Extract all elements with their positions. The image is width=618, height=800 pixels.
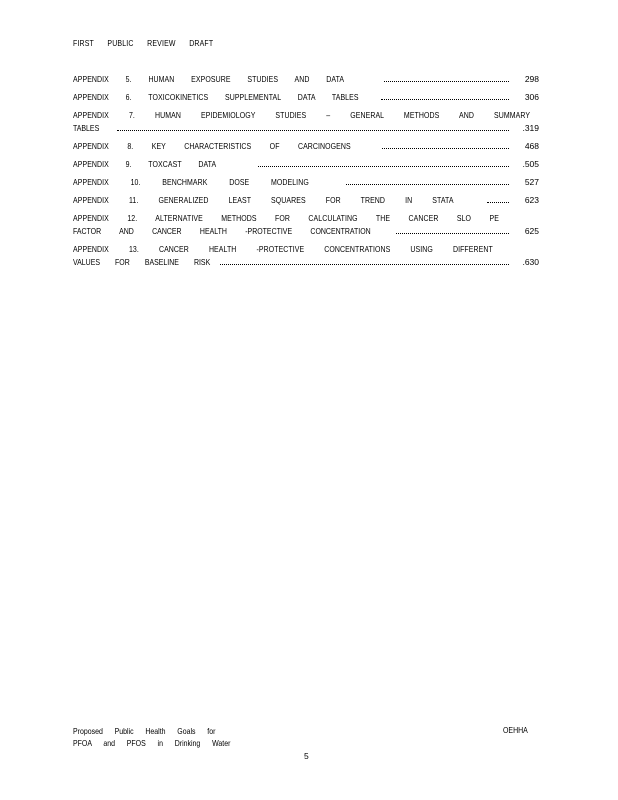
table-of-contents <box>73 73 539 274</box>
toc-entry-title: APPENDIX 11. GENERALIZED LEAST SQUARES FOR TREND IN STATA <box>73 195 454 205</box>
toc-page-number: .505 <box>522 159 539 169</box>
toc-entry-title: APPENDIX 12. ALTERNATIVE METHODS FOR CALCULATING THE CANCER SLO PE <box>73 213 499 223</box>
toc-entry-title: APPENDIX 13. CANCER HEALTH -PROTECTIVE CONCENTRATIONS USING DIFFERENT <box>73 244 493 254</box>
draft-header: FIRST PUBLIC REVIEW DRAFT <box>73 38 214 48</box>
dot-leader <box>384 74 509 82</box>
dot-leader <box>396 226 509 234</box>
toc-entry-title: APPENDIX 9. TOXCAST DATA <box>73 159 217 169</box>
toc-entry-title: APPENDIX 7. HUMAN EPIDEMIOLOGY STUDIES – GENERAL METHODS AND SUMMARY <box>73 110 531 120</box>
dot-leader <box>258 159 509 167</box>
toc-entry[interactable] <box>73 109 539 135</box>
toc-entry[interactable] <box>73 212 539 238</box>
toc-entry-title-continued: TABLES <box>73 123 100 133</box>
toc-entry-title-continued: VALUES FOR BASELINE RISK <box>73 257 211 267</box>
toc-page-number: 623 <box>524 195 539 205</box>
dot-leader <box>346 177 509 185</box>
toc-entry[interactable] <box>73 176 539 189</box>
dot-leader <box>381 92 509 100</box>
toc-entry-title: APPENDIX 8. KEY CHARACTERISTICS OF CARCINOGENS <box>73 141 351 151</box>
toc-entry[interactable] <box>73 140 539 153</box>
footer-document-title <box>73 725 265 749</box>
footer-line-2: PFOA and PFOS in Drinking Water <box>73 738 231 748</box>
toc-page-number: 625 <box>524 226 539 236</box>
toc-page-number: .630 <box>522 257 539 267</box>
toc-page-number: 298 <box>524 74 539 84</box>
page-number: 5 <box>304 751 309 761</box>
dot-leader <box>487 195 509 203</box>
dot-leader <box>382 141 509 149</box>
toc-entry[interactable] <box>73 194 539 207</box>
toc-entry[interactable] <box>73 158 539 171</box>
toc-page-number: .319 <box>522 123 539 133</box>
footer-agency: OEHHA <box>503 725 528 735</box>
toc-page-number: 306 <box>524 92 539 102</box>
footer-line-1: Proposed Public Health Goals for <box>73 726 216 736</box>
toc-entry-title-continued: FACTOR AND CANCER HEALTH -PROTECTIVE CONCENTRATION <box>73 226 371 236</box>
toc-page-number: 468 <box>524 141 539 151</box>
toc-entry-title: APPENDIX 10. BENCHMARK DOSE MODELING <box>73 177 309 187</box>
toc-entry-title: APPENDIX 5. HUMAN EXPOSURE STUDIES AND DATA <box>73 74 345 84</box>
toc-page-number: 527 <box>524 177 539 187</box>
dot-leader <box>117 123 509 131</box>
toc-entry[interactable] <box>73 73 539 86</box>
toc-entry-title: APPENDIX 6. TOXICOKINETICS SUPPLEMENTAL DATA TABLES <box>73 92 359 102</box>
toc-entry[interactable] <box>73 243 539 269</box>
toc-entry[interactable] <box>73 91 539 104</box>
dot-leader <box>220 257 509 265</box>
